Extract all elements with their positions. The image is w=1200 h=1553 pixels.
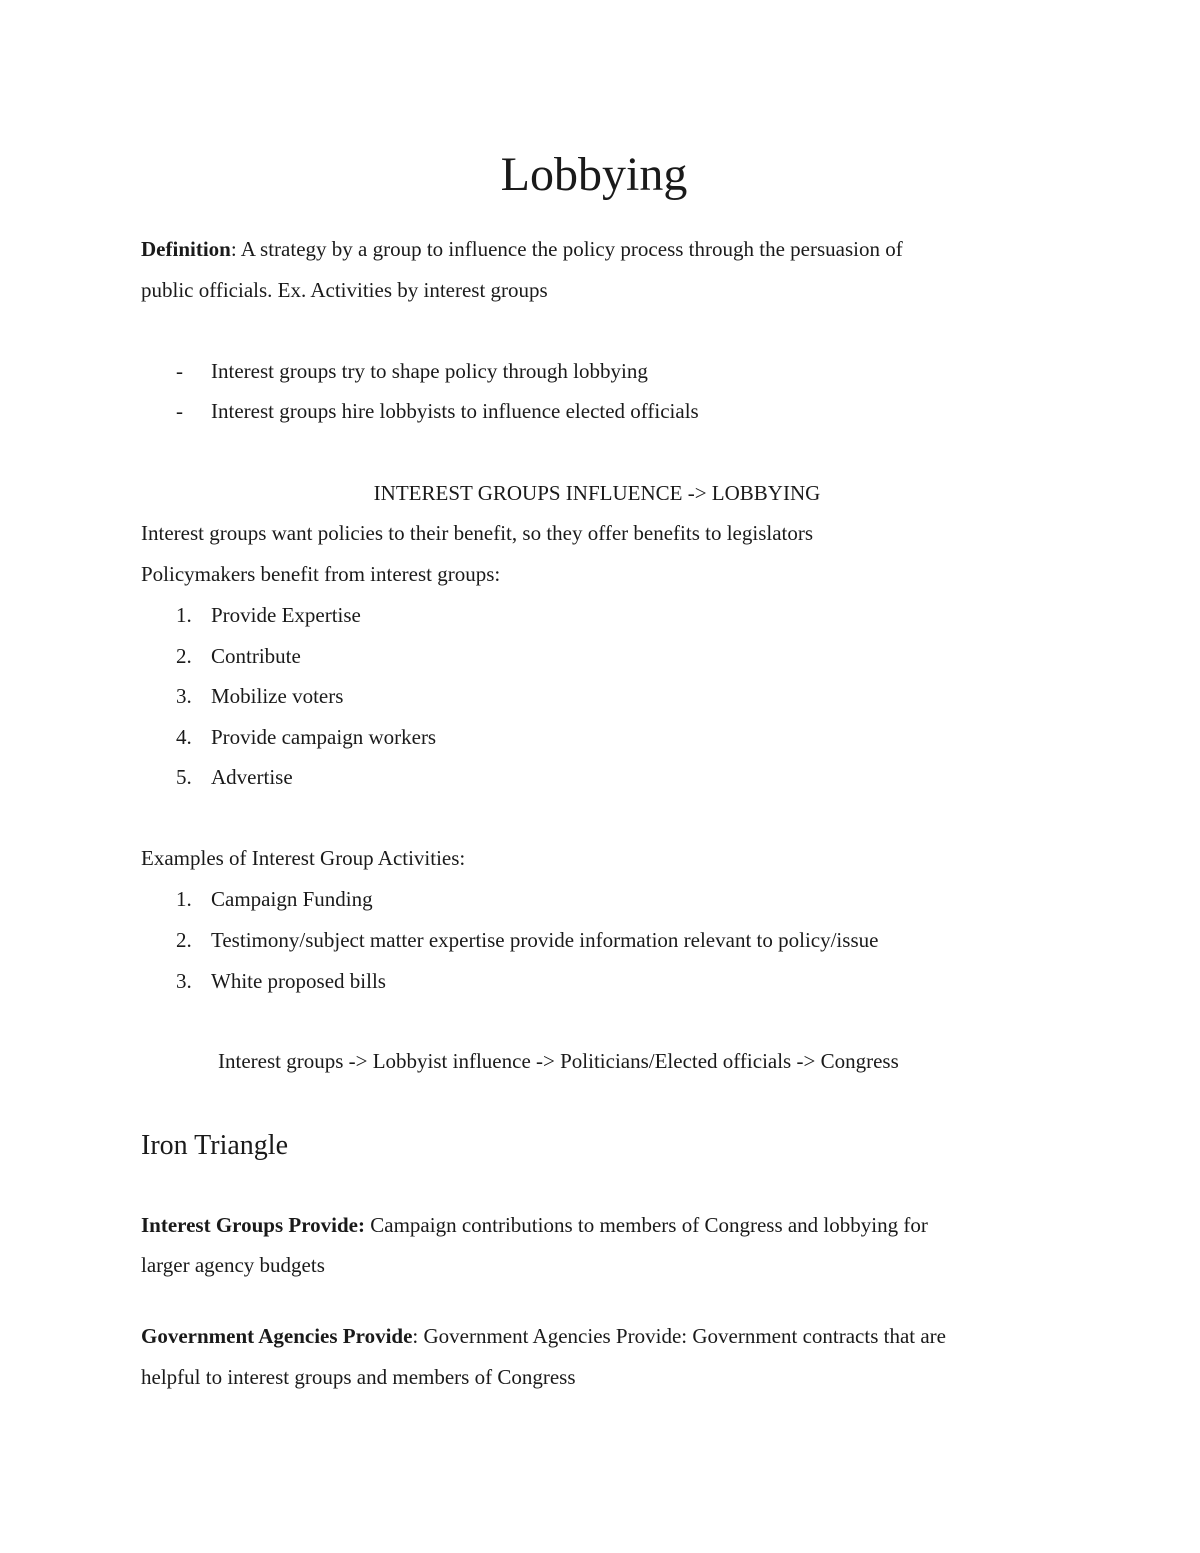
definition-separator: : xyxy=(230,237,241,261)
list-number: 3. xyxy=(176,969,192,993)
list-item: Campaign Funding xyxy=(211,887,373,911)
list-item: Interest groups hire lobbyists to influence elected officials xyxy=(211,399,699,423)
list-item: White proposed bills xyxy=(211,969,386,993)
list-number: 5. xyxy=(176,765,192,789)
list-item: Testimony/subject matter expertise provide information relevant to policy/issue xyxy=(211,928,879,952)
list-number: 1. xyxy=(176,603,192,627)
examples-intro: Examples of Interest Group Activities: xyxy=(141,846,466,870)
list-item: Advertise xyxy=(211,765,293,789)
list-item: Mobilize voters xyxy=(211,684,344,708)
benefit-intro: Policymakers benefit from interest groups: xyxy=(141,562,501,586)
list-item: Provide Expertise xyxy=(211,603,361,627)
list-bullet-dash: - xyxy=(176,399,183,423)
list-number: 4. xyxy=(176,725,192,749)
interest-groups-label: Interest Groups Provide: xyxy=(141,1213,365,1237)
interest-groups-text: Campaign contributions to members of Congress and lobbying for xyxy=(365,1213,928,1237)
section-heading-influence: INTEREST GROUPS INFLUENCE -> LOBBYING xyxy=(373,481,821,505)
list-item: Interest groups try to shape policy through lobbying xyxy=(211,359,648,383)
interest-groups-line-1 xyxy=(141,1210,928,1240)
definition-label: Definition xyxy=(141,237,231,261)
list-bullet-dash: - xyxy=(176,359,183,383)
list-number: 2. xyxy=(176,928,192,952)
page-title: Lobbying xyxy=(500,148,688,201)
flow-line: Interest groups -> Lobbyist influence -> Politicians/Elected officials -> Congress xyxy=(218,1049,899,1073)
government-agencies-label: Government Agencies Provide xyxy=(141,1324,413,1348)
government-agencies-text: : Government Agencies Provide: Government contracts that are xyxy=(412,1324,946,1348)
section-heading-iron-triangle: Iron Triangle xyxy=(141,1130,288,1161)
interest-groups-line-2: larger agency budgets xyxy=(141,1253,325,1277)
list-item: Provide campaign workers xyxy=(211,725,437,749)
influence-line: Interest groups want policies to their benefit, so they offer benefits to legislators xyxy=(141,521,814,545)
definition-line-1 xyxy=(141,234,903,264)
definition-line-2: public officials. Ex. Activities by interest groups xyxy=(141,278,548,302)
list-number: 1. xyxy=(176,887,192,911)
list-item: Contribute xyxy=(211,644,301,668)
government-agencies-line-2: helpful to interest groups and members of Congress xyxy=(141,1365,576,1389)
list-number: 2. xyxy=(176,644,192,668)
list-number: 3. xyxy=(176,684,192,708)
definition-text: A strategy by a group to influence the policy process through the persuasion of xyxy=(240,237,903,261)
government-agencies-line-1 xyxy=(141,1321,946,1351)
